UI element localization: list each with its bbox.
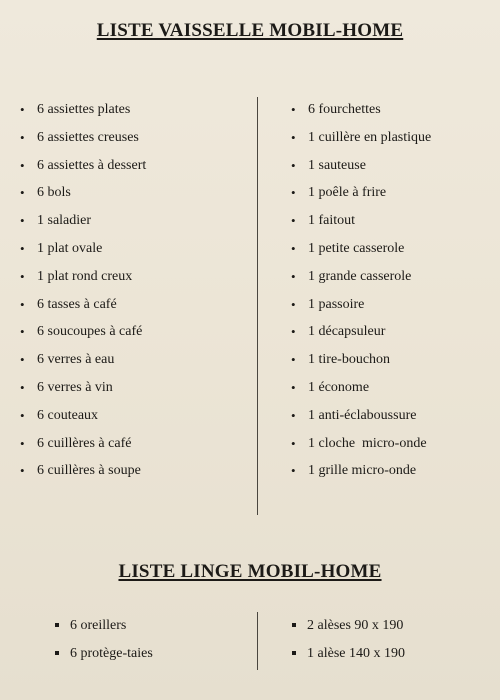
list-item-label: 2 alèses 90 x 190 xyxy=(307,618,404,633)
list-item-label: 6 oreillers xyxy=(70,618,127,633)
list-item xyxy=(20,318,146,346)
list-item-label: 6 bols xyxy=(37,185,71,201)
bullet-icon: • xyxy=(291,157,296,173)
square-bullet-icon xyxy=(292,623,296,627)
list-item-label: 1 économe xyxy=(308,379,370,395)
list-item-label: 6 couteaux xyxy=(37,407,99,423)
list-item-label: 6 assiettes plates xyxy=(37,102,131,117)
list-item-label: 1 sauteuse xyxy=(308,157,366,173)
bullet-icon: • xyxy=(291,379,296,395)
list-item xyxy=(291,374,431,402)
list-vaisselle-right xyxy=(291,96,432,485)
list-item-label: 6 protège-taies xyxy=(70,645,153,661)
title-linge-text: LISTE LINGE MOBIL-HOME xyxy=(118,561,382,582)
list-item-label: 6 verres à eau xyxy=(37,352,115,368)
list-item xyxy=(291,124,432,152)
square-bullet-icon xyxy=(55,623,59,627)
square-bullet-icon xyxy=(55,651,59,655)
bullet-icon: • xyxy=(291,352,296,368)
bullet-icon: • xyxy=(291,296,296,312)
square-bullet-icon xyxy=(292,651,296,655)
list-item xyxy=(291,263,431,291)
bullet-icon: • xyxy=(20,379,25,395)
list-item-label: 1 saladier xyxy=(37,213,92,229)
list-item xyxy=(291,346,431,374)
list-item xyxy=(70,612,153,640)
title-vaisselle xyxy=(0,20,500,42)
list-linge-right xyxy=(307,612,405,668)
list-item-label: 1 cuillère en plastique xyxy=(308,129,432,145)
bullet-icon: • xyxy=(20,352,25,368)
list-item-label: 1 petite casserole xyxy=(308,240,405,256)
list-item-label: 6 cuillères à café xyxy=(37,435,132,451)
list-vaisselle-left xyxy=(20,96,147,485)
bullet-icon: • xyxy=(291,129,296,145)
list-item-label: 1 grande casserole xyxy=(308,268,412,284)
list-item-label: 6 tasses à café xyxy=(37,296,117,312)
list-item-label: 1 cloche micro-onde xyxy=(308,435,427,451)
list-item xyxy=(291,96,431,124)
list-item-label: 6 fourchettes xyxy=(308,102,381,117)
list-item-label: 1 passoire xyxy=(308,296,365,312)
list-item-label: 6 verres à vin xyxy=(37,379,113,395)
list-item xyxy=(20,346,146,374)
bullet-icon: • xyxy=(20,157,25,173)
list-item-label: 1 grille micro-onde xyxy=(308,463,417,479)
list-item xyxy=(20,430,146,458)
bullet-icon: • xyxy=(20,213,25,229)
bullet-icon: • xyxy=(291,102,296,117)
list-item xyxy=(20,263,146,291)
bullet-icon: • xyxy=(291,213,296,229)
bullet-icon: • xyxy=(291,435,296,451)
bullet-icon: • xyxy=(20,324,25,340)
list-item-label: 1 décapsuleur xyxy=(308,324,386,340)
column-divider xyxy=(257,612,258,670)
list-item-label: 1 faitout xyxy=(308,213,356,229)
bullet-icon: • xyxy=(291,407,296,423)
list-item xyxy=(20,179,146,207)
list-item xyxy=(20,291,146,319)
list-item xyxy=(291,152,431,180)
bullet-icon: • xyxy=(291,463,296,479)
list-item xyxy=(307,640,405,668)
bullet-icon: • xyxy=(291,268,296,284)
list-item-label: 6 soucoupes à café xyxy=(37,324,143,340)
bullet-icon: • xyxy=(20,296,25,312)
list-item xyxy=(20,207,146,235)
list-item xyxy=(70,640,153,668)
bullet-icon: • xyxy=(20,435,25,451)
list-item xyxy=(291,291,431,319)
list-item xyxy=(20,235,146,263)
list-item xyxy=(20,124,146,152)
list-item xyxy=(291,457,431,485)
list-item-label: 1 plat rond creux xyxy=(37,268,133,284)
bullet-icon: • xyxy=(20,129,25,145)
bullet-icon: • xyxy=(20,185,25,201)
list-item xyxy=(291,179,431,207)
bullet-icon: • xyxy=(20,102,25,117)
list-item xyxy=(307,612,405,640)
list-item-label: 6 cuillères à soupe xyxy=(37,463,141,479)
list-item-label: 1 tire-bouchon xyxy=(308,352,391,368)
list-item xyxy=(20,374,146,402)
list-item xyxy=(20,402,146,430)
list-item xyxy=(20,96,146,124)
list-item-label: 6 assiettes creuses xyxy=(37,129,139,145)
list-item xyxy=(291,207,431,235)
list-linge-left xyxy=(70,612,153,668)
title-vaisselle-text: LISTE VAISSELLE MOBIL-HOME xyxy=(96,20,404,41)
bullet-icon: • xyxy=(291,324,296,340)
list-item-label: 1 anti-éclaboussure xyxy=(308,407,417,423)
list-item-label: 1 poêle à frire xyxy=(308,185,387,201)
bullet-icon: • xyxy=(20,407,25,423)
list-item xyxy=(20,457,146,485)
bullet-icon: • xyxy=(20,240,25,256)
list-item-label: 6 assiettes à dessert xyxy=(37,157,147,173)
list-item-label: 1 alèse 140 x 190 xyxy=(307,645,405,661)
list-item xyxy=(20,152,147,180)
list-item xyxy=(291,235,431,263)
bullet-icon: • xyxy=(291,185,296,201)
column-divider xyxy=(257,97,258,515)
bullet-icon: • xyxy=(20,463,25,479)
list-item xyxy=(291,402,431,430)
bullet-icon: • xyxy=(20,268,25,284)
title-linge xyxy=(0,561,500,583)
list-item xyxy=(291,430,431,458)
list-item-label: 1 plat ovale xyxy=(37,240,103,256)
bullet-icon: • xyxy=(291,240,296,256)
list-item xyxy=(291,318,431,346)
